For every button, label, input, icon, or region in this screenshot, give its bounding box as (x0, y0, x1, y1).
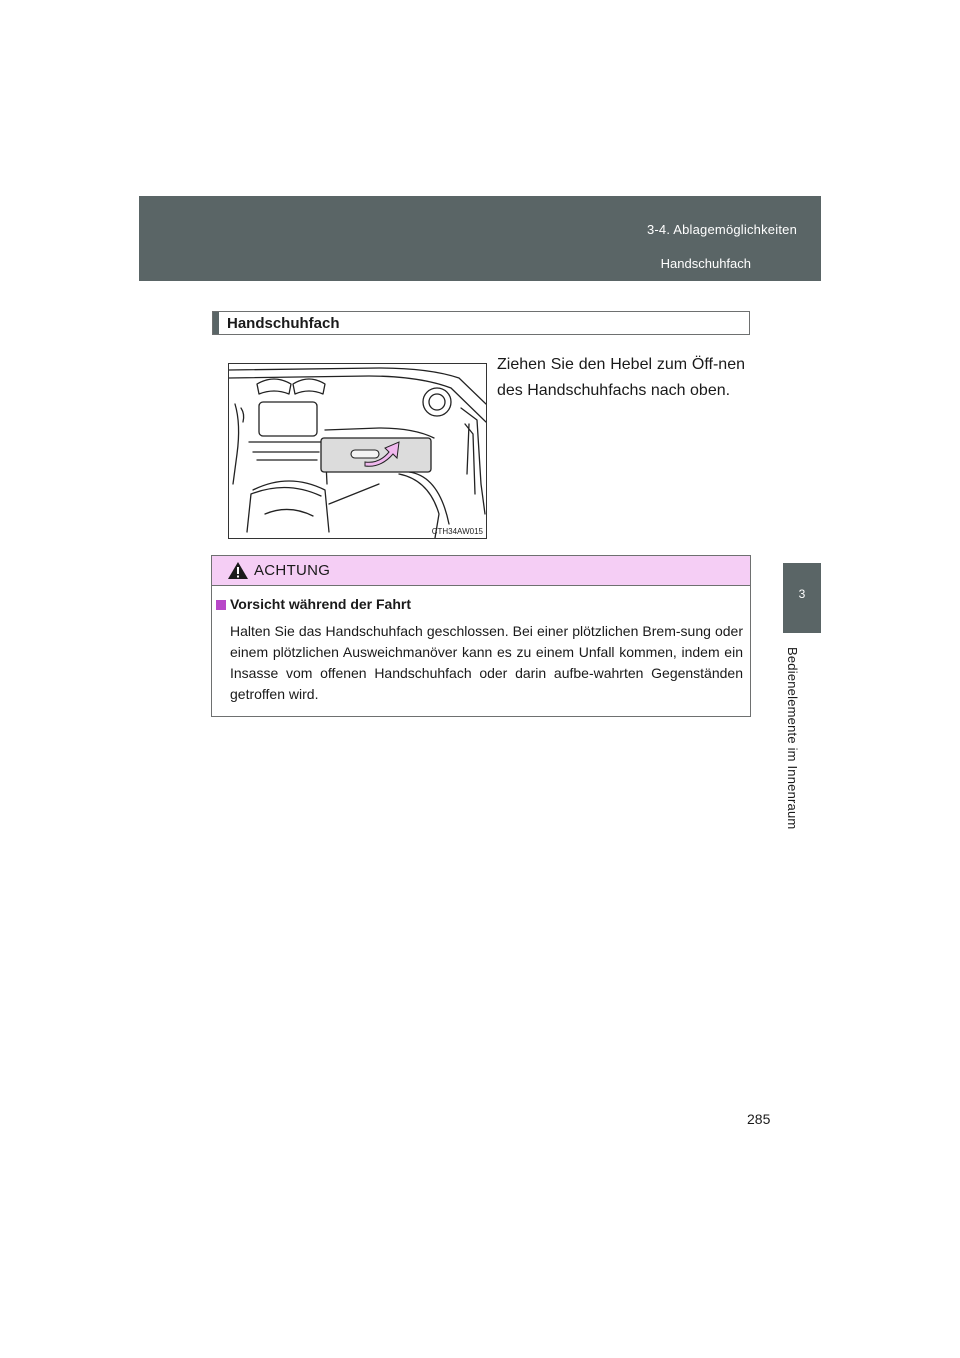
page-number: 285 (747, 1111, 771, 1127)
warning-subheading-marker (216, 600, 226, 610)
header-band (139, 196, 821, 281)
section-heading-text: Handschuhfach (227, 315, 340, 332)
header-topic-label: Handschuhfach (660, 256, 751, 271)
illustration-code: CTH34AW015 (431, 527, 483, 536)
glovebox-illustration (228, 363, 487, 539)
warning-box (211, 555, 751, 717)
header-section-label: 3-4. Ablagemöglichkeiten (646, 222, 797, 237)
warning-triangle-icon (227, 561, 249, 580)
section-heading-bar (213, 312, 219, 334)
chapter-title: Bedienelemente im Innenraum (785, 647, 800, 830)
warning-body: Halten Sie das Handschuhfach geschlossen. Bei einer plötzlichen Brem-sung oder einem plötzlichen Ausweichmanöver kann es zu einem Unfall kommen, indem ein Insasse vom offenen Handschuhfach oder darin aufbe-wahrten Gegenständen getroffen wird. (230, 623, 743, 702)
warning-subheading: Vorsicht während der Fahrt (230, 596, 411, 612)
section-heading (212, 311, 750, 335)
warning-label: ACHTUNG (254, 562, 331, 579)
dashboard-drawing (229, 364, 486, 538)
instruction-text: Ziehen Sie den Hebel zum Öff-nen des Handschuhfachs nach oben. (497, 356, 745, 399)
chapter-number: 3 (798, 587, 806, 601)
chapter-tab (783, 563, 821, 633)
warning-header (212, 556, 750, 586)
